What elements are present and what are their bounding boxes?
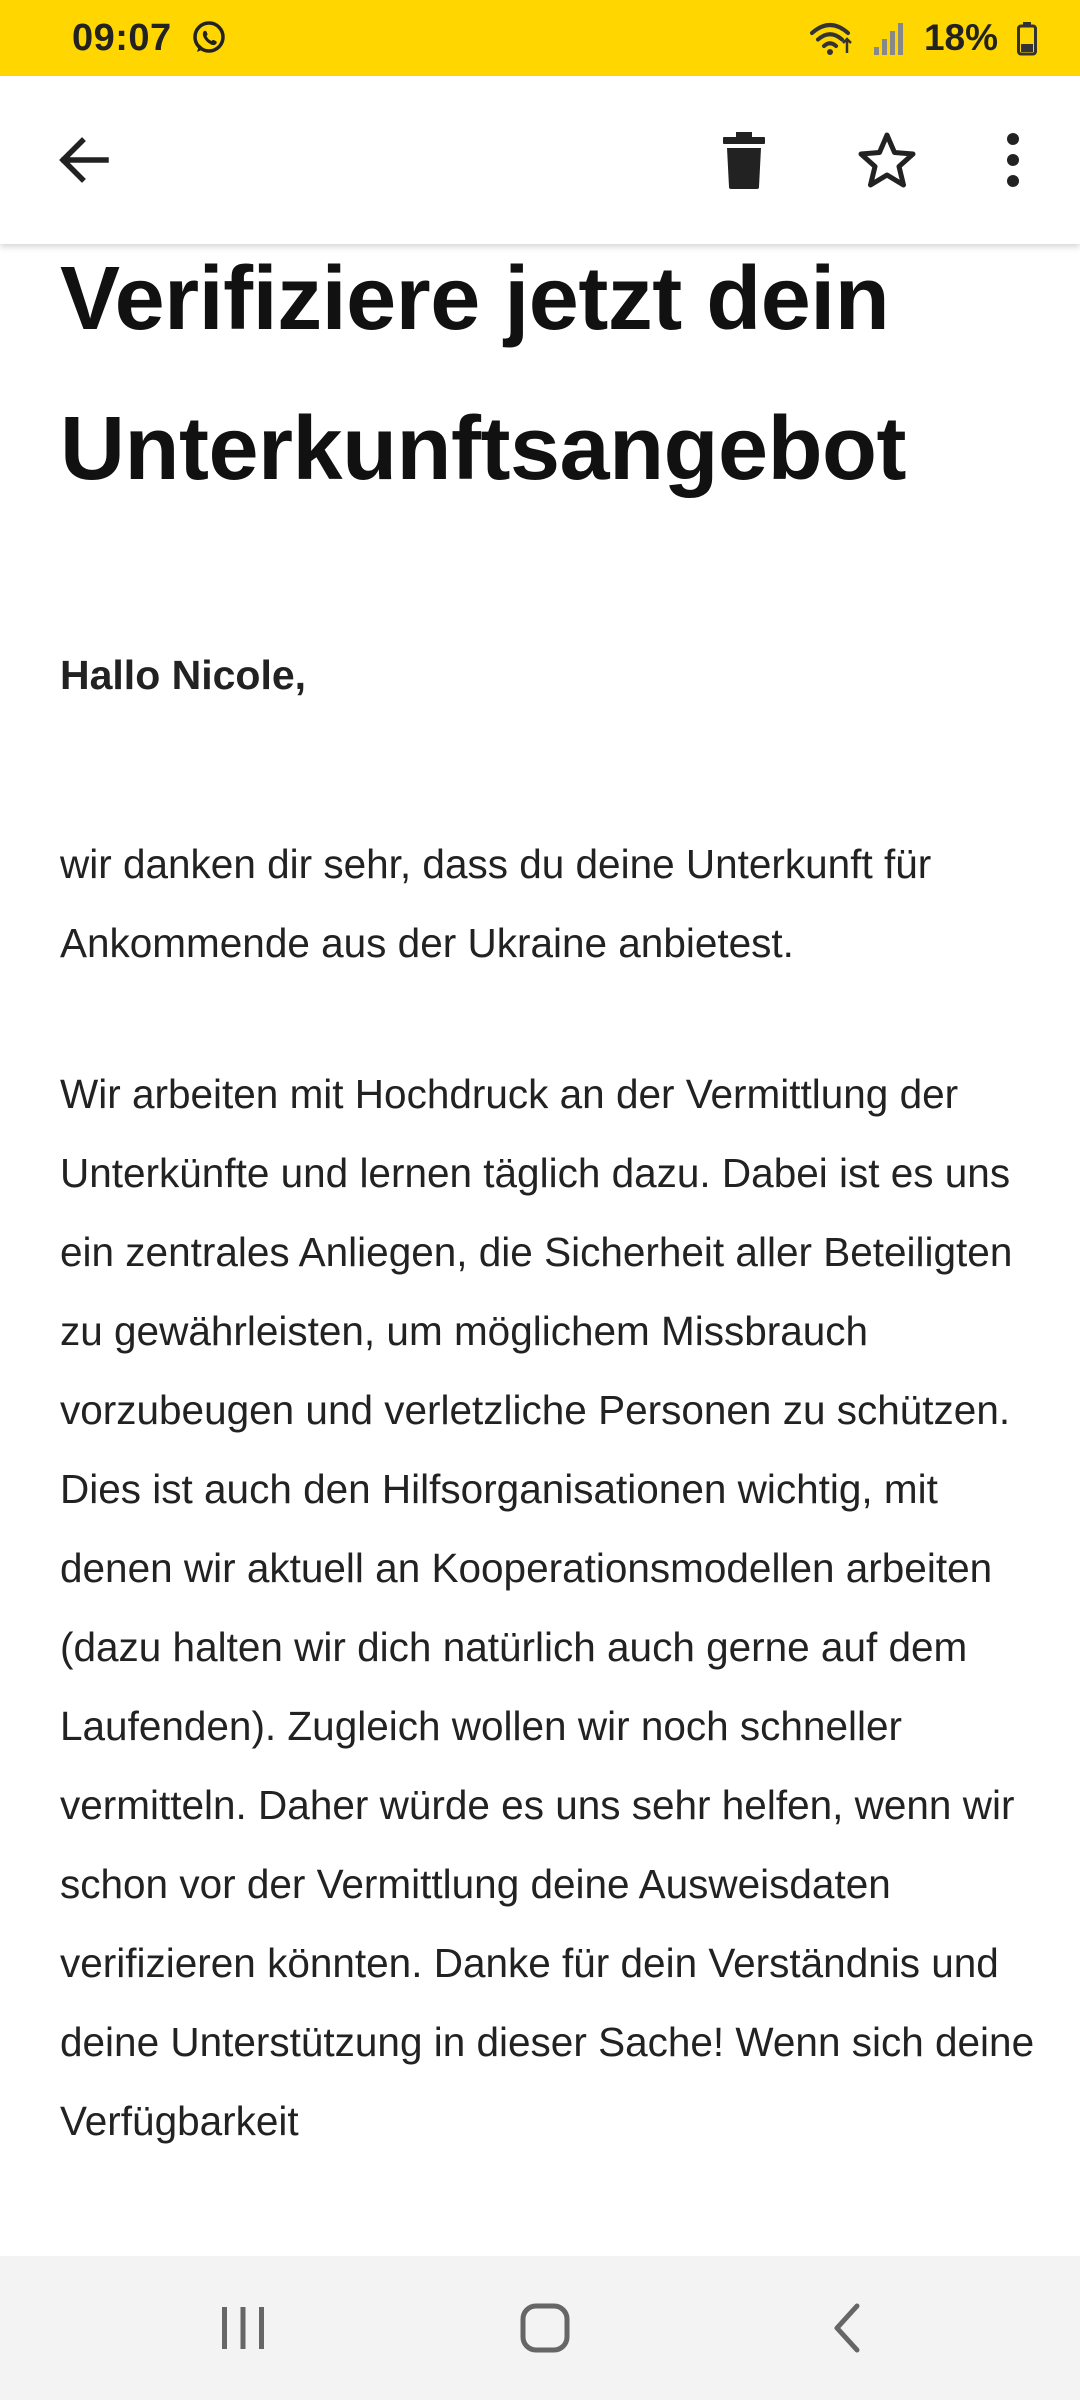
status-right: [808, 17, 1038, 59]
delete-button[interactable]: [684, 76, 804, 244]
status-left: [72, 17, 228, 60]
nav-back-icon: [829, 2302, 865, 2354]
more-vert-icon: [1005, 132, 1021, 188]
recents-button[interactable]: [163, 2256, 323, 2400]
email-paragraph: Wir arbeiten mit Hochdruck an der Vermittlung der Unterkünfte und lernen täglich dazu. Dabei ist es uns ein zentrales Anliegen, die Sicherheit aller Beteiligten zu gewährleisten, um möglichem Missbrauch vorzubeugen und verletzliche Personen zu schützen. Dies ist auch den Hilfsorganisationen wichtig, mit denen wir aktuell an Kooperationsmodellen arbeiten (dazu halten wir dich natürlich auch gerne auf dem Laufenden). Zugleich wollen wir noch schneller vermitteln. Daher würde es uns sehr helfen, wenn wir schon vor der Vermittlung deine Ausweisdaten verifizieren könnten. Danke für dein Verständnis und deine Unterstützung in dieser Sache! Wenn sich deine Verfügbarkeit: [60, 1071, 1035, 2144]
email-greeting: Hallo Nicole,: [60, 652, 307, 698]
whatsapp-icon: [190, 19, 228, 57]
app-bar: [0, 76, 1080, 244]
back-arrow-icon: [56, 132, 112, 188]
home-button[interactable]: [465, 2256, 625, 2400]
system-back-button[interactable]: [767, 2256, 927, 2400]
home-icon: [519, 2302, 571, 2354]
star-icon: [857, 131, 917, 189]
email-paragraph: wir danken dir sehr, dass du deine Unterkunft für Ankommende aus der Ukraine anbietest.: [60, 841, 932, 966]
recents-icon: [219, 2305, 267, 2351]
battery-icon: [1016, 19, 1038, 57]
wifi-icon: [808, 19, 854, 57]
email-body[interactable]: [0, 244, 1080, 2256]
delete-icon: [720, 130, 768, 190]
system-navigation-bar: [0, 2256, 1080, 2400]
status-time: 09:07: [72, 16, 172, 59]
battery-percentage: 18%: [923, 17, 998, 58]
email-headline: Verifiziere jetzt dein Unterkunftsangebot: [60, 249, 906, 499]
signal-icon: [872, 19, 906, 57]
email-content: [60, 244, 1040, 2161]
star-button[interactable]: [827, 76, 947, 244]
more-options-button[interactable]: [953, 76, 1073, 244]
status-bar: [0, 0, 1080, 76]
back-button[interactable]: [24, 76, 144, 244]
